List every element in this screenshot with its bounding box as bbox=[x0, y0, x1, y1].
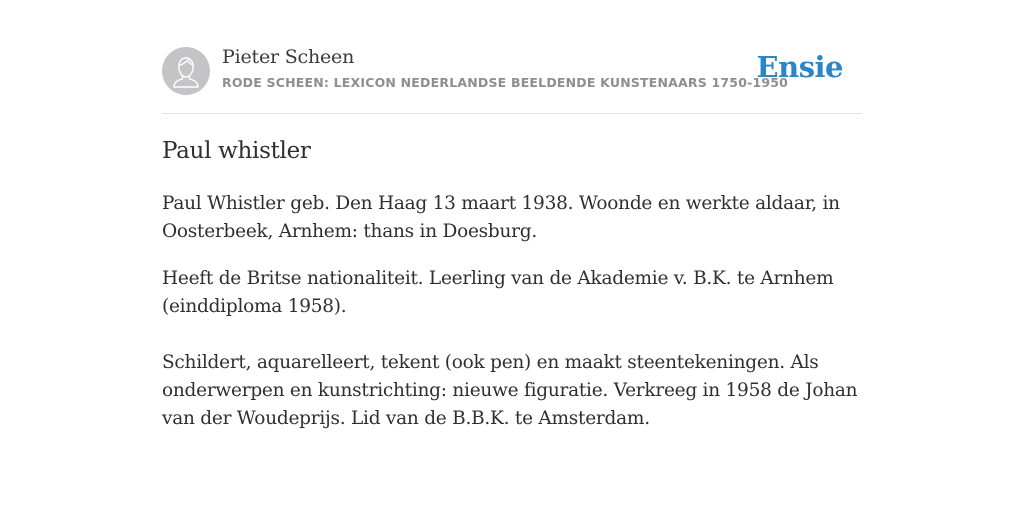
article-paragraph: Heeft de Britse nationaliteit. Leerling van de Akademie v. B.K. te Arnhem (einddiploma 1958). bbox=[162, 268, 834, 317]
ensie-logo[interactable]: Ensie bbox=[756, 50, 843, 84]
author-name[interactable]: Pieter Scheen bbox=[222, 46, 355, 68]
article-card bbox=[162, 0, 862, 429]
article-paragraph: Paul Whistler geb. Den Haag 13 maart 1938. Woonde en werkte aldaar, in Oosterbeek, Arnhem: thans in Doesburg. bbox=[162, 193, 840, 242]
user-icon bbox=[162, 47, 210, 95]
article-paragraph: Schildert, aquarelleert, tekent (ook pen) en maakt steentekeningen. Als onderwerpen en kunstrichting: nieuwe figuratie. Verkreeg in 1958 de Johan van der Woudeprijs. Lid van de B.B.K. te Amsterdam. bbox=[162, 352, 858, 429]
source-title[interactable]: RODE SCHEEN: LEXICON NEDERLANDSE BEELDENDE KUNSTENAARS 1750-1950 bbox=[222, 75, 789, 90]
article-title: Paul whistler bbox=[162, 138, 311, 164]
article-header bbox=[162, 0, 862, 114]
author-avatar[interactable] bbox=[162, 47, 210, 95]
